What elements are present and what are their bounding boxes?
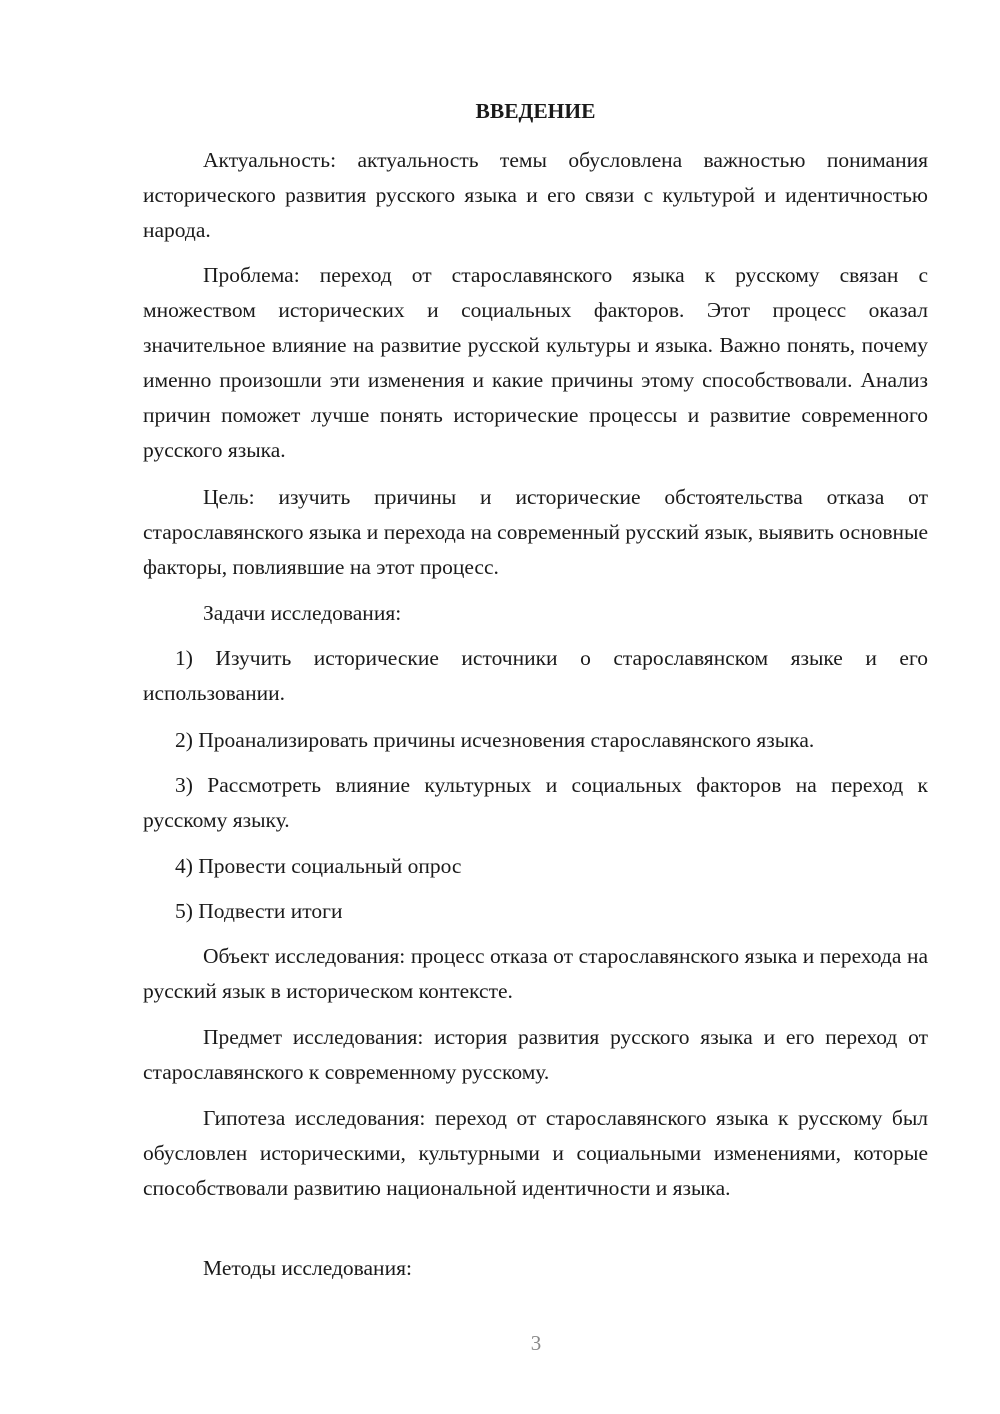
paragraph-tasks-heading: Задачи исследования:	[203, 601, 402, 625]
paragraph-hypothesis: Гипотеза исследования: переход от старославянского языка к русскому был обусловлен историческими, культурными и социальными изменениями, которые способствовали развитию национальной идентичности и языка.	[143, 1106, 928, 1200]
page-heading: ВВЕДЕНИЕ	[475, 99, 596, 123]
task-item-2: 2) Проанализировать причины исчезновения старославянского языка.	[175, 728, 815, 752]
task-item-1: 1) Изучить исторические источники о старославянском языке и его использовании.	[143, 646, 928, 705]
paragraph-problem: Проблема: переход от старославянского языка к русскому связан с множеством исторических и социальных факторов. Этот процесс оказал значительное влияние на развитие русской культуры и языка. Важно понять, почему именно произошли эти изменения и какие причины этому способствовали. Анализ причин поможет лучше понять исторические процессы и развитие современного русского языка.	[143, 263, 928, 462]
paragraph-goal: Цель: изучить причины и исторические обстоятельства отказа от старославянского языка и перехода на современный русский язык, выявить основные факторы, повлиявшие на этот процесс.	[143, 485, 928, 579]
task-item-3: 3) Рассмотреть влияние культурных и социальных факторов на переход к русскому языку.	[143, 773, 928, 832]
paragraph-object: Объект исследования: процесс отказа от старославянского языка и перехода на русский язык в историческом контексте.	[143, 944, 928, 1003]
task-item-5: 5) Подвести итоги	[175, 899, 343, 923]
paragraph-methods: Методы исследования:	[203, 1256, 412, 1280]
paragraph-relevance: Актуальность: актуальность темы обусловлена важностью понимания исторического развития русского языка и его связи с культурой и идентичностью народа.	[143, 148, 928, 242]
task-item-4: 4) Провести социальный опрос	[175, 854, 462, 878]
page-number: 3	[530, 1331, 542, 1355]
paragraph-subject: Предмет исследования: история развития русского языка и его переход от старославянского к современному русскому.	[143, 1025, 928, 1084]
